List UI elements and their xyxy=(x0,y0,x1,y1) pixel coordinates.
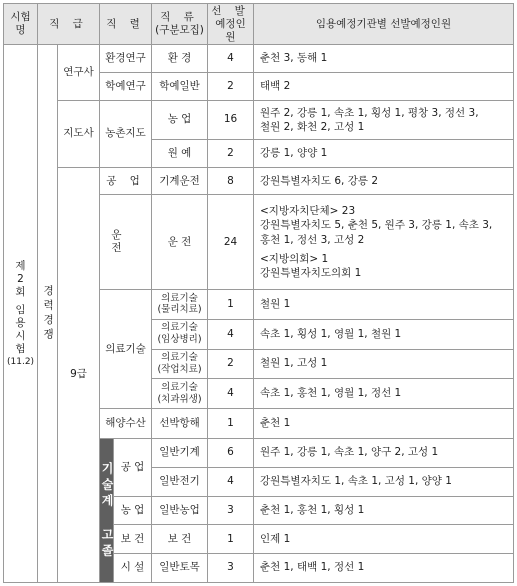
count-cell: 4 xyxy=(208,379,254,409)
type-cell: 의료기술 (작업치료) xyxy=(152,349,208,379)
type-cell: 일반농업 xyxy=(152,496,208,525)
header-row xyxy=(4,4,514,45)
rank-instructor: 지도사 xyxy=(58,100,100,167)
header-rank: 직 급 xyxy=(38,4,100,45)
tech-highschool-label: 기술계 고졸 xyxy=(100,439,114,583)
type-cell: 환 경 xyxy=(152,45,208,73)
table-row xyxy=(4,100,514,139)
agency-cell: 인제 1 xyxy=(254,525,514,554)
header-agencies: 임용예정기관별 선발예정인원 xyxy=(254,4,514,45)
count-cell: 24 xyxy=(208,195,254,290)
series-cell: 공 업 xyxy=(100,167,152,195)
agency-cell: 강원특별자치도 6, 강릉 2 xyxy=(254,167,514,195)
type-cell: 의료기술 (물리치료) xyxy=(152,290,208,320)
count-cell: 3 xyxy=(208,496,254,525)
series-cell: 학예연구 xyxy=(100,73,152,101)
type-cell: 일반전기 xyxy=(152,467,208,496)
header-series: 직 렬 xyxy=(100,4,152,45)
header-exam: 시험명 xyxy=(4,4,38,45)
agency-cell: 속초 1, 홍천 1, 영월 1, 정선 1 xyxy=(254,379,514,409)
agency-cell: 철원 1, 고성 1 xyxy=(254,349,514,379)
count-cell: 6 xyxy=(208,439,254,468)
count-cell: 1 xyxy=(208,290,254,320)
agency-cell: 태백 2 xyxy=(254,73,514,101)
agency-cell: 춘천 1, 태백 1, 정선 1 xyxy=(254,554,514,583)
series-cell: 해양수산 xyxy=(100,409,152,439)
agency-cell: 춘천 1 xyxy=(254,409,514,439)
recruitment-table xyxy=(3,3,514,583)
series-cell: 농촌지도 xyxy=(100,100,152,167)
agency-cell: 철원 1 xyxy=(254,290,514,320)
agency-cell: 원주 1, 강릉 1, 속초 1, 양구 2, 고성 1 xyxy=(254,439,514,468)
series-cell: 의료기술 xyxy=(100,290,152,409)
series-cell: 농 업 xyxy=(114,496,152,525)
count-cell: 16 xyxy=(208,100,254,139)
type-cell: 일반기계 xyxy=(152,439,208,468)
agency-cell: 춘천 1, 홍천 1, 횡성 1 xyxy=(254,496,514,525)
agency-cell: 강릉 1, 양양 1 xyxy=(254,140,514,168)
agency-cell: 속초 1, 횡성 1, 영월 1, 철원 1 xyxy=(254,319,514,349)
rank-researcher: 연구사 xyxy=(58,45,100,100)
table-row xyxy=(4,167,514,195)
rank-grade9: 9급 xyxy=(58,167,100,582)
exam-name-cell: 제 2 회 임 용 시 험 (11.2) xyxy=(4,45,38,583)
series-cell: 보 건 xyxy=(114,525,152,554)
type-cell: 의료기술 (임상병리) xyxy=(152,319,208,349)
type-cell: 보 건 xyxy=(152,525,208,554)
count-cell: 8 xyxy=(208,167,254,195)
series-cell: 공 업 xyxy=(114,439,152,497)
count-cell: 4 xyxy=(208,45,254,73)
exam-method-cell: 경력경쟁 xyxy=(38,45,58,583)
type-cell: 학예일반 xyxy=(152,73,208,101)
count-cell: 1 xyxy=(208,409,254,439)
header-type: 직 류 (구분모집) xyxy=(152,4,208,45)
count-cell: 4 xyxy=(208,467,254,496)
agency-cell: 원주 2, 강릉 1, 속초 1, 횡성 1, 평창 3, 정선 3, 철원 2, 화천 2, 고성 1 xyxy=(254,100,514,139)
count-cell: 2 xyxy=(208,349,254,379)
type-cell: 원 예 xyxy=(152,140,208,168)
agency-cell: 춘천 3, 동해 1 xyxy=(254,45,514,73)
type-cell: 농 업 xyxy=(152,100,208,139)
agency-cell: <지방자치단체> 23 강원특별자치도 5, 춘천 5, 원주 3, 강릉 1, 속초 3, 홍천 1, 정선 3, 고성 2 <지방의회> 1 강원특별자치도의회 1 xyxy=(254,195,514,290)
series-cell: 환경연구 xyxy=(100,45,152,73)
type-cell: 기계운전 xyxy=(152,167,208,195)
count-cell: 2 xyxy=(208,140,254,168)
series-cell: 운 전 xyxy=(100,195,152,290)
header-planned: 선 발 예정인원 xyxy=(208,4,254,45)
type-cell: 선박항해 xyxy=(152,409,208,439)
type-cell: 일반토목 xyxy=(152,554,208,583)
table-row xyxy=(4,45,514,73)
count-cell: 4 xyxy=(208,319,254,349)
series-cell: 시 설 xyxy=(114,554,152,583)
count-cell: 1 xyxy=(208,525,254,554)
agency-cell: 강원특별자치도 1, 속초 1, 고성 1, 양양 1 xyxy=(254,467,514,496)
type-cell: 운 전 xyxy=(152,195,208,290)
count-cell: 2 xyxy=(208,73,254,101)
type-cell: 의료기술 (치과위생) xyxy=(152,379,208,409)
count-cell: 3 xyxy=(208,554,254,583)
